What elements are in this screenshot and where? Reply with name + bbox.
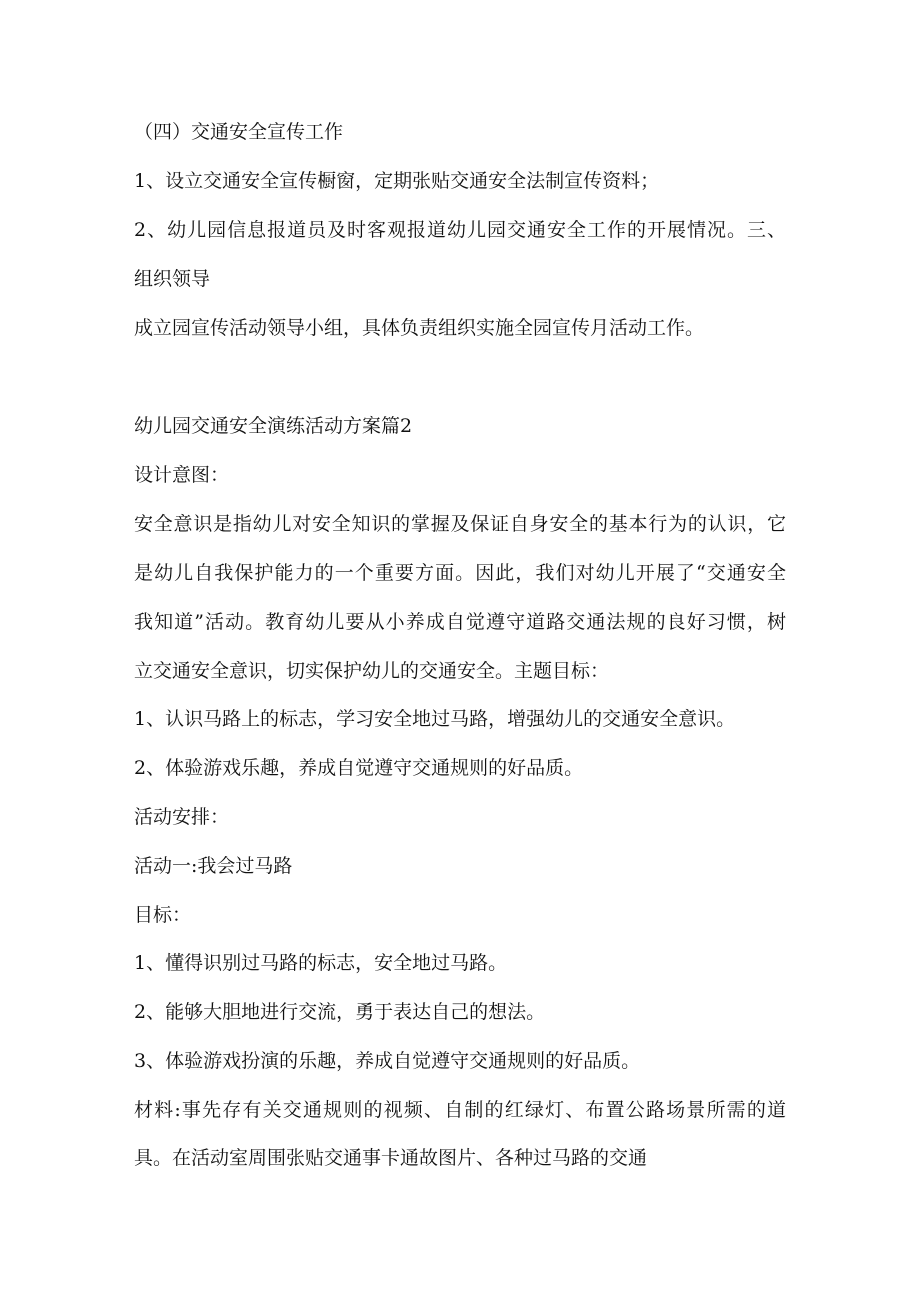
paragraph-line: 安全意识是指幼儿对安全知识的掌握及保证自身安全的基本行为的认识，它 — [134, 513, 786, 535]
paragraph-line: 我知道”活动。教育幼儿要从小养成自觉遵守道路交通法规的良好习惯，树 — [134, 611, 786, 633]
paragraph-line: 2、体验游戏乐趣，养成自觉遵守交通规则的好品质。 — [134, 757, 584, 779]
paragraph-line: 组织领导 — [134, 268, 211, 290]
paragraph-line: 具。在活动室周围张贴交通事卡通故图片、各种过马路的交通 — [134, 1147, 648, 1169]
paragraph-line: 成立园宣传活动领导小组，具体负责组织实施全园宣传月活动工作。 — [134, 317, 705, 339]
paragraph-line: 1、认识马路上的标志，学习安全地过马路，增强幼儿的交通安全意识。 — [134, 708, 736, 730]
paragraph-line: 目标： — [134, 904, 192, 926]
paragraph-line: 材料:事先存有关交通规则的视频、自制的红绿灯、布置公路场景所需的道 — [134, 1099, 786, 1121]
section-heading: （四）交通安全宣传工作 — [134, 121, 344, 143]
paragraph-line: 活动安排： — [134, 806, 230, 828]
paragraph-line: 2、幼儿园信息报道员及时客观报道幼儿园交通安全工作的开展情况。三、 — [134, 219, 786, 241]
paragraph-line: 1、设立交通安全宣传橱窗，定期张贴交通安全法制宣传资料； — [134, 170, 660, 192]
paragraph-line: 1、懂得识别过马路的标志，安全地过马路。 — [134, 952, 508, 974]
paragraph-line: 是幼儿自我保护能力的一个重要方面。因此，我们对幼儿开展了“交通安全 — [134, 562, 786, 584]
paragraph-line: 3、体验游戏扮演的乐趣，养成自觉遵守交通规则的好品质。 — [134, 1050, 641, 1072]
paragraph-line: 设计意图： — [134, 464, 230, 486]
paragraph-line: 立交通安全意识，切实保护幼儿的交通安全。主题目标： — [134, 660, 610, 682]
paragraph-line: 2、能够大胆地进行交流，勇于表达自己的想法。 — [134, 1001, 546, 1023]
paragraph-line: 活动一:我会过马路 — [134, 855, 293, 877]
article-title: 幼儿园交通安全演练活动方案篇2 — [134, 415, 413, 437]
